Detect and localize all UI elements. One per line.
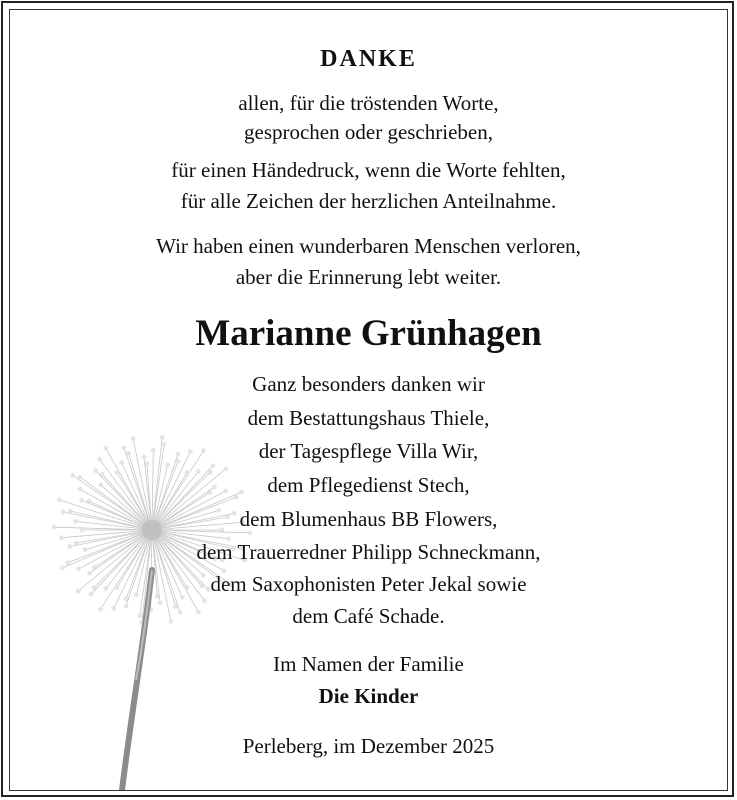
thanks-line-4: für alle Zeichen der herzlichen Anteilnahme. <box>180 189 557 213</box>
memory-line-2: aber die Erinnerung lebt weiter. <box>235 265 502 289</box>
special-thanks-line-8: dem Café Schade. <box>292 604 445 628</box>
special-thanks-line-1: Ganz besonders danken wir <box>252 372 485 396</box>
special-thanks-line-6: dem Trauerredner Philipp Schneckmann, <box>196 540 541 564</box>
special-thanks-line-2: dem Bestattungshaus Thiele, <box>247 406 490 430</box>
thanks-line-3: für einen Händedruck, wenn die Worte fehlten, <box>171 158 566 182</box>
family-intro: Im Namen der Familie <box>273 652 464 676</box>
thanks-line-2: gesprochen oder geschrieben, <box>244 120 493 144</box>
deceased-name: Marianne Grünhagen <box>195 313 542 354</box>
special-thanks-line-7: dem Saxophonisten Peter Jekal sowie <box>210 572 527 596</box>
place-date: Perleberg, im Dezember 2025 <box>242 734 495 758</box>
special-thanks-line-3: der Tagespflege Villa Wir, <box>258 439 479 463</box>
memory-line-1: Wir haben einen wunderbaren Menschen verloren, <box>156 234 581 258</box>
thanks-line-1: allen, für die tröstenden Worte, <box>238 91 499 115</box>
special-thanks-line-4: dem Pflegedienst Stech, <box>267 473 470 497</box>
special-thanks-line-5: dem Blumenhaus BB Flowers, <box>239 507 498 531</box>
heading-danke: DANKE <box>320 46 417 72</box>
family-name: Die Kinder <box>318 684 419 708</box>
